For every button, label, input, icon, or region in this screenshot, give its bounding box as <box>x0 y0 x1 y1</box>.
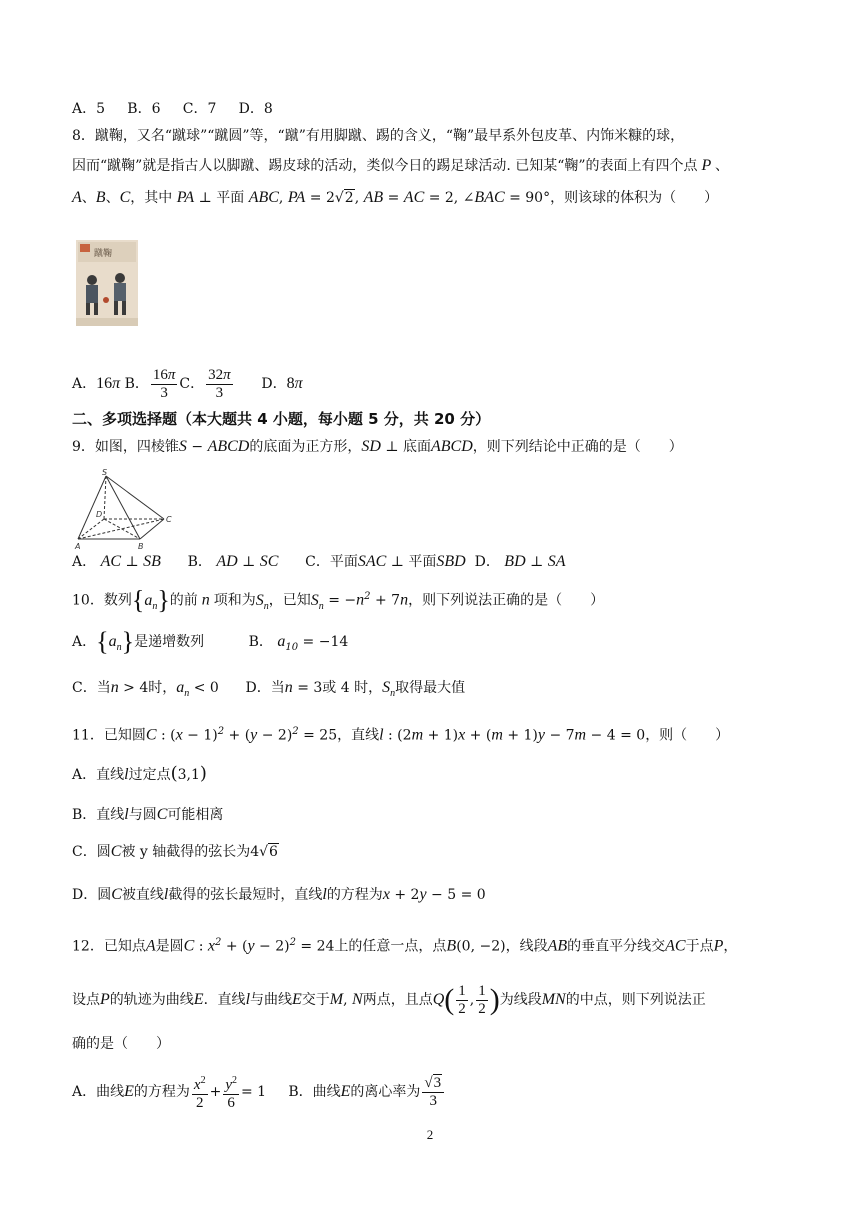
q8-options: A．16π B． $\frac{16\pi}{3}$ C． $\frac{32\pi}{3}$ D．8π <box>72 366 303 401</box>
q11-stem: 11．已知圆C : $(x - 1)^2 + (y - 2)^2 = 25$，直线l : (2m + 1)x + (m + 1)y − 7m − 4 = 0，则（ ） <box>72 726 730 744</box>
q12-stem-line1: 12．已知点A是圆C : $x^2 + (y - 2)^2 = 24$上的任意一点，点B(0, −2)，线段AB的垂直平分线交AC于点P， <box>72 937 738 955</box>
q8-line1: 8．蹴鞠，又名“蹴球”“蹴圆”等，“蹴”有用脚蹴、踢的含义，“鞠”最早系外包皮革、内饰米糠的球， <box>72 128 685 144</box>
q8-line3: A、B、C，其中 PA ⊥ 平面 ABC, PA = 2√2, AB = AC = 2, ∠BAC = 90°，则该球的体积为（ ） <box>72 189 719 206</box>
q11-option-b: B．直线l与圆C可能相离 <box>72 806 224 823</box>
q11-option-a: A．直线l过定点(3,1) <box>72 763 207 784</box>
q10-options-cd: C．当n > 4时，$a_n < 0$ D．当n = 3或 4 时，$S_n$取得最大值 <box>72 679 466 700</box>
svg-text:B: B <box>138 542 144 551</box>
q7-option-d: D．8 <box>238 101 273 117</box>
svg-text:C: C <box>166 515 172 524</box>
q10-stem: 10．数列$\{a_n\}$的前 n 项和为$S_n$，已知$S_n = -n^2 + 7n$，则下列说法正确的是（ ） <box>72 585 605 615</box>
cuju-illustration <box>76 240 138 326</box>
q12-stem-line3: 确的是（ ） <box>72 1036 170 1052</box>
page-number: 2 <box>426 1127 434 1142</box>
section-heading: 二、多项选择题（本大题共 4 小题，每小题 5 分，共 20 分） <box>72 410 491 428</box>
svg-text:蹴鞠: 蹴鞠 <box>94 249 113 259</box>
q7-option-a: A．5 <box>72 101 106 117</box>
q8-line2: 因而“蹴鞠”就是指古人以脚蹴、踢皮球的活动，类似今日的踢足球活动. 已知某“鞠”的表面上有四个点 P 、 <box>72 157 730 174</box>
q7-options <box>72 99 273 119</box>
svg-text:S: S <box>102 468 108 477</box>
svg-text:D: D <box>96 510 103 519</box>
q10-options-ab: A．$\{a_n\}$是递增数列 B． $a_{10} = -14$ <box>72 627 349 656</box>
q11-option-c: C．圆C被 y 轴截得的弦长为4√6 <box>72 843 278 860</box>
q9-options: A． AC ⊥ SB B． AD ⊥ SC C．平面SAC ⊥ 平面SBD D． BD ⊥ SA <box>72 553 566 570</box>
q9-stem: 9．如图，四棱锥S − ABCD的底面为正方形，SD ⊥ 底面ABCD，则下列结论中正确的是（ ） <box>72 438 683 455</box>
q7-option-b: B．6 <box>127 101 161 117</box>
q12-stem-line2: 设点P的轨迹为曲线E．直线l与曲线E交于M, N两点，且点Q( $\frac{1}{2}$ , $\frac{1}{2}$ )为线段MN的中点，则下列说法正 <box>72 982 706 1017</box>
svg-text:A: A <box>75 542 81 551</box>
q11-option-d: D．圆C被直线l截得的弦长最短时，直线l的方程为x + 2y − 5 = 0 <box>72 886 486 903</box>
pyramid-diagram <box>74 467 174 551</box>
q7-option-c: C．7 <box>182 101 217 117</box>
q12-options-ab: A．曲线E的方程为 $\frac{x^2}{2}$ + $\frac{y^2}{6}$ = 1 B．曲线E的离心率为 $\frac{√3}{3}$ <box>72 1072 446 1112</box>
